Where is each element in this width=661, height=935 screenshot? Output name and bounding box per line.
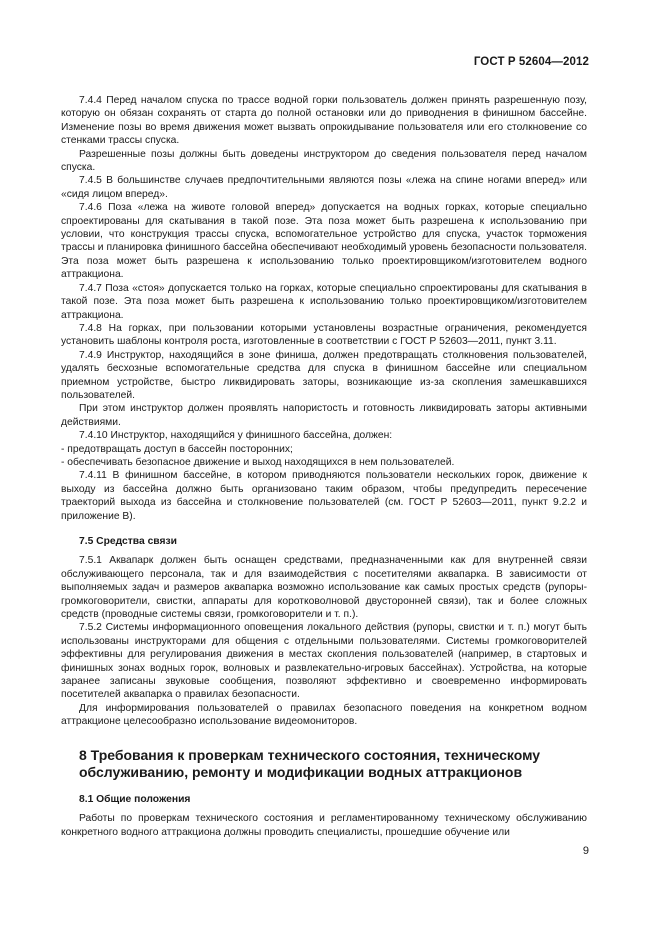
paragraph-7-5-1: 7.5.1 Аквапарк должен быть оснащен средствами, предназначенными как для внутренней связи обслуживающего персонала, так и для взаимодействия с посетителями аквапарка. В зависимости от выполняемых задач и размеров аквапарка возможно использование как самых простых средств (рупоры-громкоговорители, свистки, аппараты для коротковолновой двусторонней связи), так и более сложных средств (проводные системы связи, громкоговорители и т. п.). — [61, 555, 587, 621]
section-8-heading: 8 Требования к проверкам технического состояния, техническому обслуживанию, ремонту и модификации водных аттракционов — [79, 746, 541, 780]
paragraph-7-4-11: 7.4.11 В финишном бассейне, в котором приводняются пользователи нескольких горок, движение к выходу из бассейна должно быть организовано таким образом, чтобы предупредить пересечение траекторий выхода из бассейна и столкновение пользователей (см. ГОСТ Р 52603—2011, пункт 9.2.2 и приложение В). — [61, 470, 587, 522]
paragraph-7-4-4: 7.4.4 Перед началом спуска по трассе водной горки пользователь должен принять разрешенную позу, которую он обязан сохранять от старта до полной остановки или до приводнения в финишном бассейне. Изменение позы во время движения может вызвать опрокидывание пользователя или его столкновение со стенками трассы спуска. — [61, 95, 587, 147]
paragraph-video-monitors: Для информирования пользователей о правилах безопасного поведения на конкретном водном аттракционе целесообразно использование видеомониторов. — [61, 702, 587, 728]
paragraph-7-4-7: 7.4.7 Поза «стоя» допускается только на горках, которые специально спроектированы для скатывания в такой позе. Эта поза может быть разрешена к использованию только проектировщиком/изготовителем аттракциона. — [61, 282, 587, 321]
list-item-safe-movement: - обеспечивать безопасное движение и выход находящихся в нем пользователей. — [61, 456, 455, 468]
paragraph-allowed-poses: Разрешенные позы должны быть доведены инструктором до сведения пользователя перед началом спуска. — [61, 148, 587, 174]
page-content — [61, 94, 587, 839]
page-number: 9 — [582, 845, 589, 857]
paragraph-7-4-9: 7.4.9 Инструктор, находящийся в зоне финиша, должен предотвращать столкновения пользователей, удалять бесхозные вспомогательные средства для спуска в финишном бассейне или специальном приемном устройстве, быстро ликвидировать заторы, возникающие из-за скопления замешкавшихся пользователей. — [61, 349, 587, 401]
paragraph-7-4-8: 7.4.8 На горках, при пользовании которыми установлены возрастные ограничения, рекомендуется установить шаблоны контроля роста, изготовленные в соответствии с ГОСТ Р 52603—2011, пункт 3.11. — [61, 322, 587, 348]
paragraph-7-4-5: 7.4.5 В большинстве случаев предпочтительными являются позы «лежа на спине ногами вперед» или «сидя лицом вперед». — [61, 175, 587, 200]
section-7-5-heading: 7.5 Средства связи — [79, 536, 177, 547]
paragraph-7-4-6: 7.4.6 Поза «лежа на животе головой вперед» допускается на водных горках, которые специально спроектированы для скатывания в такой позе. Эта поза может быть разрешена к использованию при условии, что конструкция трассы спуска, вспомогательное устройство для спуска, участок торможения трассы и планировка финишного бассейна обеспечивают необходимый уровень безопасности пользователя. Эта поза может быть разрешена к использованию только проектировщиком/изготовителем водного аттракциона. — [61, 202, 587, 281]
section-8-1-heading: 8.1 Общие положения — [79, 793, 191, 805]
paragraph-7-5-2: 7.5.2 Системы информационного оповещения локального действия (рупоры, свистки и т. п.) могут быть использованы инструкторами для общения с отдельными пользователями. Системы громкоговорителей эффективны для регулирования движения в местах скопления пользователей (например, в стартовых и финишных зонах водных горок, волновых и развлекательно-игровых бассейнах). Устройства, на которые заранее записаны звуковые сообщения, позволяют эффективно и своевременно информировать посетителей аквапарка о правилах безопасности. — [61, 622, 587, 701]
standard-id-header: ГОСТ Р 52604—2012 — [473, 56, 589, 68]
paragraph-8-1: Работы по проверкам технического состояния и регламентированному техническому обслуживанию конкретного водного аттракциона должны проводить специалисты, прошедшие обучение или — [61, 813, 587, 838]
list-item-prevent-access: - предотвращать доступ в бассейн посторонних; — [61, 443, 293, 455]
paragraph-7-4-10: 7.4.10 Инструктор, находящийся у финишного бассейна, должен: — [79, 430, 393, 442]
paragraph-instructor-assertive: При этом инструктор должен проявлять напористость и готовность ликвидировать заторы активными действиями. — [61, 403, 587, 428]
